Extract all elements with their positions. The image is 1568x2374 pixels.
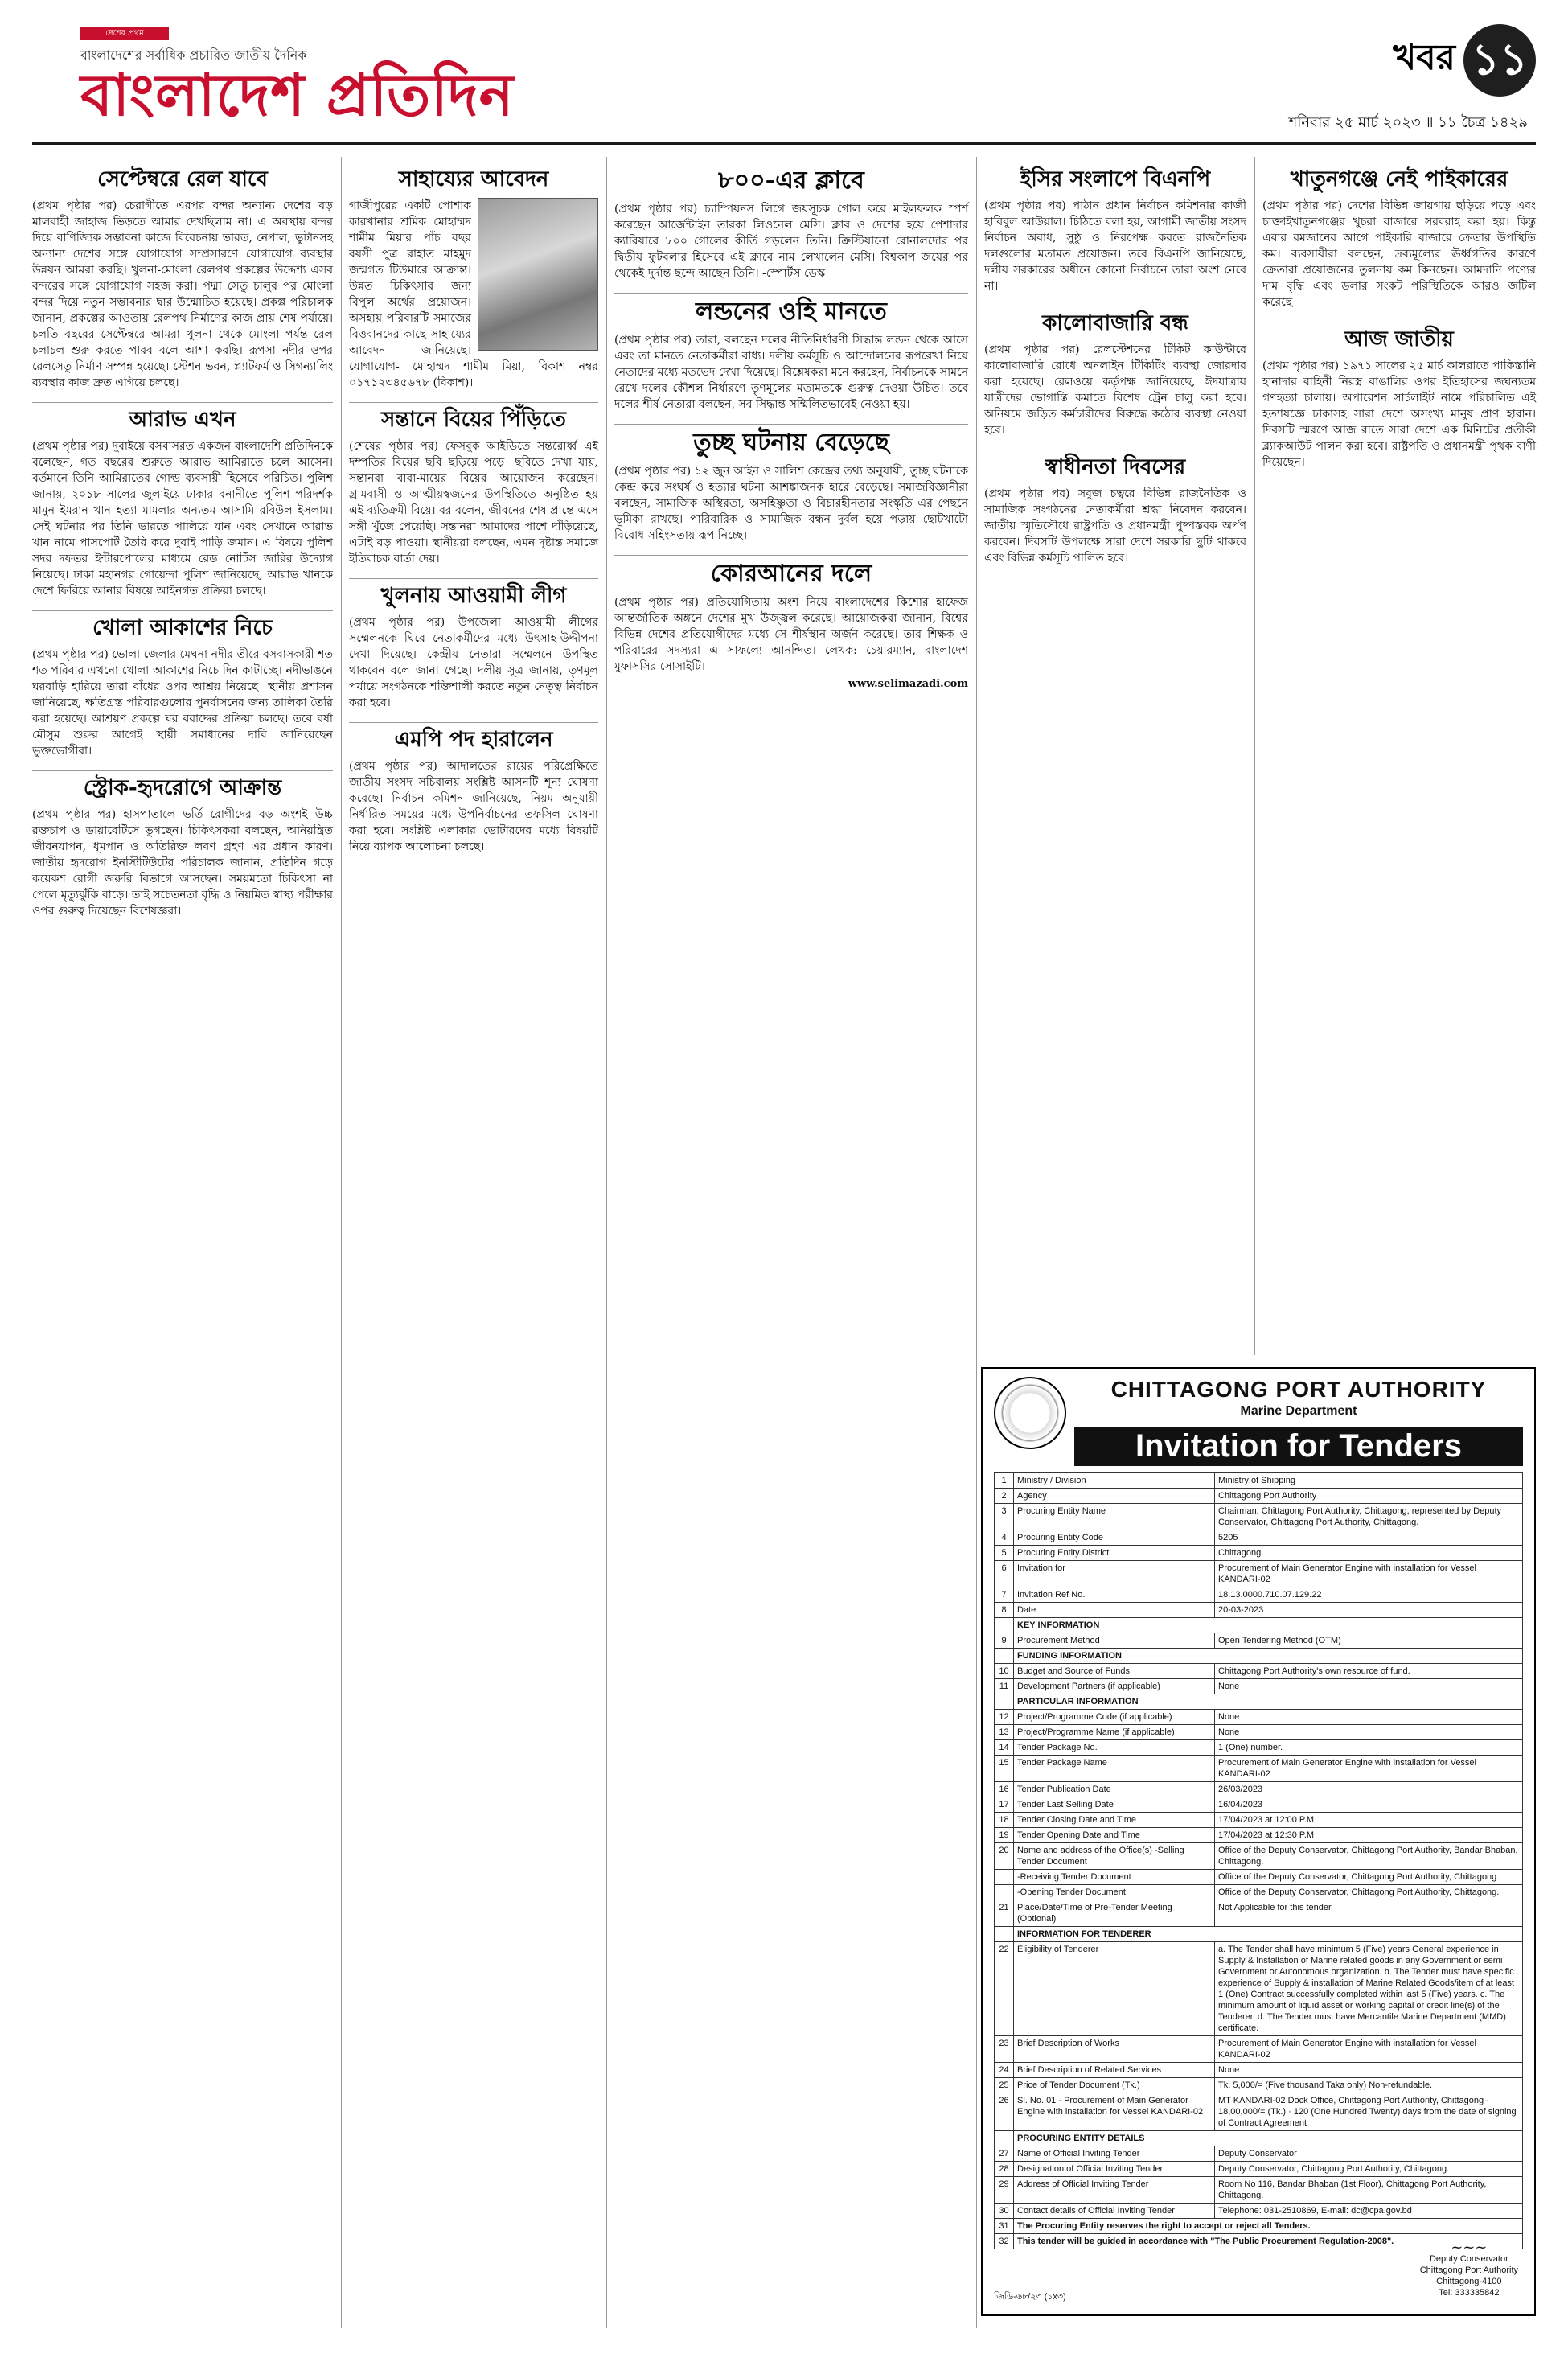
tender-advertisement xyxy=(981,1367,1536,2316)
story-body: (প্রথম পৃষ্ঠার পর) তারা, বলছেন দলের নীতিনির্ধারণী সিদ্ধান্ত লন্ডন থেকে আসে এবং তা মানতে নেতাকর্মীরা বাধ্য। দলীয় কর্মসূচি ও আন্দোলনের রূপরেখা নিয়ে নেতাদের মধ্যে মতভেদ দেখা দিয়েছে। বিশ্লেষকরা মনে করছেন, নির্বাচনকে সামনে রেখে দলের কৌশল নির্ধারণে তৃণমূলের মতামতকে গুরুত্ব দেওয়া উচিত। তবে দলের শীর্ষ নেতারা বলছেন, সব সিদ্ধান্ত সম্মিলিতভাবেই নেওয়া হয়। xyxy=(614,334,968,411)
tender-row-value: Chairman, Chittagong Port Authority, Chittagong, represented by Deputy Conservator, Chittagong Port Authority, Chittagong. xyxy=(1215,1504,1523,1530)
tender-row-label: Tender Package No. xyxy=(1014,1740,1215,1756)
tender-row-value: Procurement of Main Generator Engine with installation for Vessel KANDARI-02 xyxy=(1215,1561,1523,1587)
tender-row xyxy=(995,1649,1523,1664)
story-help-appeal xyxy=(349,162,598,391)
section-name: খবর xyxy=(1393,37,1455,78)
story-headline[interactable]: সন্তানে বিয়ের পিঁড়িতে xyxy=(349,402,598,433)
tender-row-number: 21 xyxy=(995,1900,1014,1927)
page-number: ১১ xyxy=(1463,24,1536,97)
tender-row xyxy=(995,1797,1523,1813)
story-genocide-day xyxy=(1262,322,1536,470)
tender-row-label: Tender Closing Date and Time xyxy=(1014,1813,1215,1828)
tender-row-value: Procurement of Main Generator Engine with installation for Vessel KANDARI-02 xyxy=(1215,2036,1523,2063)
tender-row-label: Ministry / Division xyxy=(1014,1473,1215,1489)
tender-row-number: 9 xyxy=(995,1633,1014,1649)
story-arav xyxy=(32,402,333,599)
tender-row-label: Development Partners (if applicable) xyxy=(1014,1679,1215,1694)
tender-row-label: Brief Description of Works xyxy=(1014,2036,1215,2063)
tender-row xyxy=(995,1885,1523,1900)
signature-icon: ~~~ xyxy=(1451,2239,1488,2256)
story-trivial-incidents xyxy=(614,424,968,544)
tender-row-number: 4 xyxy=(995,1530,1014,1546)
tender-signature-block xyxy=(1419,2239,1518,2298)
story-body: (প্রথম পৃষ্ঠার পর) রেলস্টেশনের টিকিট কাউন্টারে কালোবাজারি রোধে অনলাইন টিকিটিং ব্যবস্থা জোরদার করা হয়েছে। রেলওয়ে কর্তৃপক্ষ জানিয়েছে, ঈদযাত্রায় যাত্রীদের ভোগান্তি কমাতে বিশেষ ট্রেন চালু করা হবে। অনিয়মে জড়িত কর্মচারীদের বিরুদ্ধে কঠোর ব্যবস্থা নেওয়া হবে। xyxy=(984,343,1246,437)
tender-row-label: Place/Date/Time of Pre-Tender Meeting (Optional) xyxy=(1014,1900,1215,1927)
tender-row-value: Ministry of Shipping xyxy=(1215,1473,1523,1489)
masthead xyxy=(32,24,1536,145)
story-headline[interactable]: খোলা আকাশের নিচে xyxy=(32,610,333,642)
tender-row xyxy=(995,1618,1523,1633)
story-headline[interactable]: তুচ্ছ ঘটনায় বেড়েছে xyxy=(614,424,968,458)
tender-row-value: Chittagong Port Authority xyxy=(1215,1489,1523,1504)
tender-row xyxy=(995,1813,1523,1828)
cpa-seal-icon xyxy=(994,1377,1066,1449)
story-headline[interactable]: ৮০০-এর ক্লাবে xyxy=(614,162,968,196)
tender-row xyxy=(995,1530,1523,1546)
tender-row-value: Chittagong xyxy=(1215,1546,1523,1561)
column-divider xyxy=(341,157,342,2328)
tender-banner: Invitation for Tenders xyxy=(1074,1427,1523,1466)
tender-row-label: This tender will be guided in accordance with "The Public Procurement Regulation-2008". xyxy=(1014,2234,1523,2249)
tender-row-number: 6 xyxy=(995,1561,1014,1587)
tender-row xyxy=(995,1664,1523,1679)
logo-subtitle: বাংলাদেশের সর্বাধিক প্রচারিত জাতীয় দৈনিক xyxy=(80,47,307,63)
sign-city: Chittagong-4100 xyxy=(1436,2277,1502,2286)
story-independence-day xyxy=(984,450,1246,566)
tender-row-value: Chittagong Port Authority's own resource of fund. xyxy=(1215,1664,1523,1679)
tender-row xyxy=(995,1694,1523,1710)
tender-row-label: PARTICULAR INFORMATION xyxy=(1014,1694,1523,1710)
story-body: (প্রথম পৃষ্ঠার পর) পাঠান প্রধান নির্বাচন কমিশনার কাজী হাবিবুল আউয়াল। চিঠিতে বলা হয়, আগামী জাতীয় সংসদ নির্বাচন অবাধ, সুষ্ঠু ও নিরপেক্ষ করতে রাজনৈতিক দলগুলোর মতামত প্রয়োজন। তবে বিএনপি জানিয়েছে, দলীয় সরকারের অধীনে কোনো নির্বাচনে তারা অংশ নেবে না। xyxy=(984,199,1246,293)
tender-row xyxy=(995,2146,1523,2162)
story-body: (প্রথম পৃষ্ঠার পর) চ্যাম্পিয়নস লিগে জয়সূচক গোল করে মাইলফলক স্পর্শ করেছেন আর্জেন্টাইন তারকা লিওনেল মেসি। ক্লাব ও দেশের হয়ে পেশাদার ক্যারিয়ারে ৮০০ গোলের কীর্তি গড়লেন তিনি। ক্রিস্টিয়ানো রোনালদোর পর দ্বিতীয় ফুটবলার হিসেবে এই ক্লাবে নাম লেখালেন মেসি। বিশ্বকাপ জয়ের পর থেকেই দুর্দান্ত ছন্দে আছেন তিনি। -স্পোর্টস ডেস্ক xyxy=(614,203,968,280)
story-rail xyxy=(32,162,333,391)
column-divider xyxy=(606,157,607,2328)
tender-row-number: 17 xyxy=(995,1797,1014,1813)
ad-code: জিডি-৬৮/২৩ (১x৩) xyxy=(994,2292,1066,2302)
tender-row xyxy=(995,2131,1523,2146)
story-headline[interactable]: খুলনায় আওয়ামী লীগ xyxy=(349,578,598,610)
tender-row-number: 12 xyxy=(995,1710,1014,1725)
tender-row-number: 2 xyxy=(995,1489,1014,1504)
tender-row-number: 14 xyxy=(995,1740,1014,1756)
story-body: (শেষের পৃষ্ঠার পর) ফেসবুক আইডিতে সন্তরোর্ধ্ব এই দম্পতির বিয়ের ছবি ছড়িয়ে পড়ে। ছবিতে দেখা যায়, সন্তানরা বাবা-মায়ের বিয়ের আয়োজন করেছেন। গ্রামবাসী ও আত্মীয়স্বজনের উপস্থিতিতে অনুষ্ঠিত হয় এই ব্যতিক্রমী বিয়ে। বর বলেন, জীবনের শেষ প্রান্তে এসে সঙ্গী খুঁজে পেয়েছি। সন্তানরা আমাদের পাশে দাঁড়িয়েছে, এটাই বড় পাওয়া। স্থানীয়রা বলছেন, এমন দৃষ্টান্ত সমাজে ইতিবাচক বার্তা দেয়। xyxy=(349,440,598,565)
tender-row xyxy=(995,1843,1523,1870)
tender-row-number: 29 xyxy=(995,2177,1014,2204)
tender-row-value: 1 (One) number. xyxy=(1215,1740,1523,1756)
tender-row-number: 13 xyxy=(995,1725,1014,1740)
tender-row-label: Procuring Entity District xyxy=(1014,1546,1215,1561)
tender-row-value: Telephone: 031-2510869, E-mail: dc@cpa.gov.bd xyxy=(1215,2204,1523,2219)
tender-row xyxy=(995,1679,1523,1694)
tender-row-number: 10 xyxy=(995,1664,1014,1679)
tender-row-value: None xyxy=(1215,1710,1523,1725)
story-headline[interactable]: কোরআনের দলে xyxy=(614,555,968,589)
story-body: (প্রথম পৃষ্ঠার পর) উপজেলা আওয়ামী লীগের সম্মেলনকে ঘিরে নেতাকর্মীদের মধ্যে উৎসাহ-উদ্দীপনা দেখা দিয়েছে। কেন্দ্রীয় নেতারা সম্মেলনে উপস্থিত থাকবেন বলে জানা গেছে। দলীয় সূত্র জানায়, তৃণমূল পর্যায়ে সংগঠনকে শক্তিশালী করতে নতুন নেতৃত্ব নির্বাচন করা হবে। xyxy=(349,616,598,709)
tender-row-number: 32 xyxy=(995,2234,1014,2249)
tender-row-number: 25 xyxy=(995,2078,1014,2093)
tender-row-number: 20 xyxy=(995,1843,1014,1870)
tender-row xyxy=(995,2204,1523,2219)
tender-row-value: Deputy Conservator, Chittagong Port Authority, Chittagong. xyxy=(1215,2162,1523,2177)
story-headline[interactable]: ইসির সংলাপে বিএনপি xyxy=(984,162,1246,193)
section-header xyxy=(1367,24,1536,97)
tender-row xyxy=(995,1489,1523,1504)
tender-row-value: Room No 116, Bandar Bhaban (1st Floor), Chittagong Port Authority, Chittagong. xyxy=(1215,2177,1523,2204)
story-body: গাজীপুরের একটি পোশাক কারখানার শ্রমিক মোহাম্মদ শামীম মিয়ার পাঁচ বছর বয়সী পুত্র রাহাত মাহমুদ জন্মগত টিউমারে আক্রান্ত। উন্নত চিকিৎসার জন্য বিপুল অর্থের প্রয়োজন। অসহায় পরিবারটি সমাজের বিত্তবানদের কাছে সাহায্যের আবেদন জানিয়েছে। যোগাযোগ- মোহাম্মদ শামীম মিয়া, বিকাশ নম্বর ০১৭১২৩৪৫৬৭৮ (বিকাশ)। xyxy=(349,199,598,389)
story-headline[interactable]: স্বাধীনতা দিবসের xyxy=(984,450,1246,481)
tender-row-number: 28 xyxy=(995,2162,1014,2177)
tender-row-label: Procuring Entity Code xyxy=(1014,1530,1215,1546)
story-body: (প্রথম পৃষ্ঠার পর) আদালতের রায়ের পরিপ্রেক্ষিতে জাতীয় সংসদ সচিবালয় সংশ্লিষ্ট আসনটি শূন্য ঘোষণা করেছে। নির্বাচন কমিশন জানিয়েছে, নিয়ম অনুযায়ী নির্ধারিত সময়ের মধ্যে উপনির্বাচনের তফসিল ঘোষণা করা হবে। সংশ্লিষ্ট এলাকার ভোটারদের মধ্যে বিষয়টি নিয়ে ব্যাপক আলোচনা চলছে। xyxy=(349,760,598,853)
tender-row xyxy=(995,1587,1523,1603)
tender-row-number: 30 xyxy=(995,2204,1014,2219)
tender-row-value: Office of the Deputy Conservator, Chittagong Port Authority, Chittagong. xyxy=(1215,1885,1523,1900)
tender-row-number: 15 xyxy=(995,1756,1014,1782)
tender-row xyxy=(995,2063,1523,2078)
story-london xyxy=(614,293,968,413)
tender-row xyxy=(995,1828,1523,1843)
tender-row-label: Brief Description of Related Services xyxy=(1014,2063,1215,2078)
tender-row-label: Tender Last Selling Date xyxy=(1014,1797,1215,1813)
tender-row-number: 16 xyxy=(995,1782,1014,1797)
story-body: (প্রথম পৃষ্ঠার পর) হাসপাতালে ভর্তি রোগীদের বড় অংশই উচ্চ রক্তচাপ ও ডায়াবেটিসে ভুগছেন। চিকিৎসকরা বলছেন, অনিয়ন্ত্রিত জীবনযাপন, ধূমপান ও অতিরিক্ত লবণ গ্রহণ এর প্রধান কারণ। জাতীয় হৃদরোগ ইনস্টিটিউটের পরিচালক জানান, প্রতিদিন গড়ে কয়েকশ রোগী জরুরি বিভাগে আসছেন। সময়মতো চিকিৎসা না পেলে মৃত্যুঝুঁকি বাড়ে। তাই সচেতনতা বৃদ্ধি ও নিয়মিত স্বাস্থ্য পরীক্ষার ওপর গুরুত্ব দিয়েছেন বিশেষজ্ঞরা। xyxy=(32,808,333,918)
tender-row-label: Project/Programme Name (if applicable) xyxy=(1014,1725,1215,1740)
sign-title: Deputy Conservator xyxy=(1429,2254,1508,2264)
tender-row-label: KEY INFORMATION xyxy=(1014,1618,1523,1633)
tender-row xyxy=(995,2177,1523,2204)
tender-row xyxy=(995,2036,1523,2063)
tender-row-label: FUNDING INFORMATION xyxy=(1014,1649,1523,1664)
tender-row-number xyxy=(995,1649,1014,1664)
tender-row-label: PROCURING ENTITY DETAILS xyxy=(1014,2131,1523,2146)
tender-row-label: Budget and Source of Funds xyxy=(1014,1664,1215,1679)
tender-row xyxy=(995,1756,1523,1782)
column-1 xyxy=(32,157,333,930)
story-headline[interactable]: খাতুনগঞ্জে নেই পাইকারের xyxy=(1262,162,1536,193)
dateline: শনিবার ২৫ মার্চ ২০২৩ ॥ ১১ চৈত্র ১৪২৯ xyxy=(1288,114,1528,131)
tender-row-value: 26/03/2023 xyxy=(1215,1782,1523,1797)
tender-row-number: 19 xyxy=(995,1828,1014,1843)
tender-row-label: Price of Tender Document (Tk.) xyxy=(1014,2078,1215,2093)
tender-row xyxy=(995,1927,1523,1942)
story-body: (প্রথম পৃষ্ঠার পর) প্রতিযোগিতায় অংশ নিয়ে বাংলাদেশের কিশোর হাফেজ আন্তর্জাতিক অঙ্গনে দেশের মুখ উজ্জ্বল করেছে। আয়োজকরা জানান, বিশ্বের বিভিন্ন দেশের প্রতিযোগীদের মধ্যে সে শীর্ষস্থান অর্জন করেছে। তার শিক্ষক ও পরিবারের সদস্যরা এ সাফল্যে আনন্দিত। লেখক: চেয়ারম্যান, বাংলাদেশ মুফাসসির সোসাইটি। xyxy=(614,596,968,673)
tender-row-number: 31 xyxy=(995,2219,1014,2234)
tender-row xyxy=(995,1603,1523,1618)
story-quran xyxy=(614,555,968,692)
tender-row-label: Tender Opening Date and Time xyxy=(1014,1828,1215,1843)
tender-row xyxy=(995,1725,1523,1740)
story-stroke xyxy=(32,770,333,919)
story-body: (প্রথম পৃষ্ঠার পর) ১৯৭১ সালের ২৫ মার্চ কালরাতে পাকিস্তানি হানাদার বাহিনী নিরস্ত্র বাঙালির ওপর ইতিহাসের জঘন্যতম গণহত্যা চালায়। অপারেশন সার্চলাইট নামে পরিচালিত এই হত্যাযজ্ঞে ঢাকাসহ সারা দেশে অসংখ্য মানুষ প্রাণ হারান। দিবসটি স্মরণে আজ রাতে সারা দেশে এক মিনিটের প্রতীকী ব্ল্যাকআউট পালন করা হবে। রাষ্ট্রপতি ও প্রধানমন্ত্রী পৃথক বাণী দিয়েছেন। xyxy=(1262,359,1536,469)
tender-row-value: a. The Tender shall have minimum 5 (Five) years General experience in Supply & Installation of Marine related goods in any Government or semi Government or Autonomous organization. b. The Tender must have specific experience of Supply & installation of Marine Related Goods/item of at least 1 (One) Contract successfully completed within last 5 (Five) years. c. The minimum amount of liquid asset or working capital or credit line(s) of the Tenderer. d. The Tender must have Mercantile Marine Department (MMD) certificate. xyxy=(1215,1942,1523,2036)
tender-row-label: -Opening Tender Document xyxy=(1014,1885,1215,1900)
tender-row-label: Procuring Entity Name xyxy=(1014,1504,1215,1530)
tender-row xyxy=(995,1782,1523,1797)
tender-row-label: Eligibility of Tenderer xyxy=(1014,1942,1215,2036)
column-3 xyxy=(614,157,968,704)
tender-row xyxy=(995,1473,1523,1489)
tender-row-label: Project/Programme Code (if applicable) xyxy=(1014,1710,1215,1725)
tender-row-value: 5205 xyxy=(1215,1530,1523,1546)
tender-row-value: MT KANDARI-02 Dock Office, Chittagong Port Authority, Chittagong · 18,00,000/= (Tk.) · 120 (One Hundred Twenty) days from the date of signing of Contract Agreement xyxy=(1215,2093,1523,2131)
story-body: (প্রথম পৃষ্ঠার পর) সবুজ চত্বরে বিভিন্ন রাজনৈতিক ও সামাজিক সংগঠনের নেতাকর্মীরা শ্রদ্ধা নিবেদন করবেন। জাতীয় স্মৃতিসৌধে রাষ্ট্রপতি ও প্রধানমন্ত্রী পুষ্পস্তবক অর্পণ করবেন। দিবসটি উপলক্ষে সারা দেশে সরকারি ছুটি থাকবে এবং বিভিন্ন কর্মসূচি পালিত হবে। xyxy=(984,487,1246,565)
tender-row-value: Tk. 5,000/= (Five thousand Taka only) Non-refundable. xyxy=(1215,2078,1523,2093)
tender-row xyxy=(995,2219,1523,2234)
tender-row-number xyxy=(995,1694,1014,1710)
story-khulna-al xyxy=(349,578,598,711)
story-headline[interactable]: আরাভ এখন xyxy=(32,402,333,433)
tender-row-value: None xyxy=(1215,1725,1523,1740)
tender-row xyxy=(995,1504,1523,1530)
tender-row-number: 3 xyxy=(995,1504,1014,1530)
tender-row xyxy=(995,1870,1523,1885)
tender-row-number xyxy=(995,1870,1014,1885)
story-body: (প্রথম পৃষ্ঠার পর) ভোলা জেলার মেঘনা নদীর তীরে বসবাসকারী শত শত পরিবার এখনো খোলা আকাশের নিচে দিন কাটাচ্ছে। নদীভাঙনে ঘরবাড়ি হারিয়ে তারা বাঁধের ওপর আশ্রয় নিয়েছে। স্থানীয় প্রশাসন জানিয়েছে, ক্ষতিগ্রস্ত পরিবারগুলোর পুনর্বাসনের জন্য তালিকা তৈরি করা হয়েছে। আশ্রয়ণ প্রকল্পে ঘর বরাদ্দের প্রক্রিয়া চলছে। তবে বর্ষা মৌসুম শুরুর আগেই স্থায়ী সমাধানের দাবি জানিয়েছেন ভুক্তভোগীরা। xyxy=(32,648,333,758)
column-4 xyxy=(984,157,1246,577)
tender-row-value: 18.13.0000.710.07.129.22 xyxy=(1215,1587,1523,1603)
tender-row-label: Procurement Method xyxy=(1014,1633,1215,1649)
tender-row xyxy=(995,2093,1523,2131)
author-website[interactable]: www.selimazadi.com xyxy=(848,678,968,690)
column-divider xyxy=(976,157,977,2328)
tender-row-number xyxy=(995,1927,1014,1942)
column-divider xyxy=(1254,157,1255,1355)
tender-row-number: 23 xyxy=(995,2036,1014,2063)
tender-row-value: Procurement of Main Generator Engine with installation for Vessel KANDARI-02 xyxy=(1215,1756,1523,1782)
tender-row-label: INFORMATION FOR TENDERER xyxy=(1014,1927,1523,1942)
tender-row-number: 27 xyxy=(995,2146,1014,2162)
sign-tel: Tel: 333335842 xyxy=(1439,2288,1500,2298)
tender-row-value: Office of the Deputy Conservator, Chittagong Port Authority, Chittagong. xyxy=(1215,1870,1523,1885)
tender-table xyxy=(994,1472,1523,2249)
tender-row-value: 20-03-2023 xyxy=(1215,1603,1523,1618)
tender-row-number: 8 xyxy=(995,1603,1014,1618)
column-2 xyxy=(349,157,598,866)
tender-row-value: Not Applicable for this tender. xyxy=(1215,1900,1523,1927)
story-black-market xyxy=(984,306,1246,438)
tender-row xyxy=(995,1740,1523,1756)
story-headline[interactable]: লন্ডনের ওহি মানতে xyxy=(614,293,968,327)
sign-org: Chittagong Port Authority xyxy=(1419,2265,1518,2275)
tender-row-label: Sl. No. 01 · Procurement of Main Generator Engine with installation for Vessel KANDARI-02 xyxy=(1014,2093,1215,2131)
child-photo xyxy=(478,198,598,351)
story-ec-dialogue xyxy=(984,162,1246,294)
tender-row-number: 1 xyxy=(995,1473,1014,1489)
tender-row-value: 17/04/2023 at 12:00 P.M xyxy=(1215,1813,1523,1828)
story-body: (প্রথম পৃষ্ঠার পর) চেরাগীতে এরপর বন্দর অন্যান্য দেশের বড় মালবাহী জাহাজ ভিড়তে আমার দেখছিলাম না। এ অবস্থায় বন্দর দিয়ে বাণিজ্যিক সম্ভাবনা কাজে বিবেচনায় ভারত, নেপাল, ভুটানসহ অন্যান্য দেশের সঙ্গে যোগাযোগ সম্প্রসারণে যোগাযোগ ব্যবস্থার উন্নয়ন আমরা করছি। খুলনা-মোংলা রেলপথ প্রকল্পের উদ্দেশ্য এসব বন্দরের সঙ্গে যোগাযোগ সহজ করা। পদ্মা সেতু চালুর পর মোংলা বন্দর দিয়ে নতুন সম্ভাবনার দ্বার উন্মোচিত হয়েছে। প্রকল্প পরিচালক জানান, প্রকল্পের আওতায় রেলপথ নির্মাণের কাজ প্রায় শেষ পর্যায়ে। চলতি বছরের সেপ্টেম্বরে আমরা খুলনা থেকে মোংলা পর্যন্ত রেল চলাচল শুরু করতে পারব বলে আশা করছি। রূপসা নদীর ওপর রেলসেতু নির্মাণ সম্পন্ন হয়েছে। স্টেশন ভবন, প্ল্যাটফর্ম ও সিগন্যালিং ব্যবস্থার কাজ দ্রুত এগিয়ে চলছে। xyxy=(32,199,333,389)
column-5 xyxy=(1262,157,1536,482)
tender-row-value: Deputy Conservator xyxy=(1215,2146,1523,2162)
tender-row-number xyxy=(995,2131,1014,2146)
tender-dept: Marine Department xyxy=(1240,1404,1357,1418)
tender-row-label: The Procuring Entity reserves the right to accept or reject all Tenders. xyxy=(1014,2219,1523,2234)
tender-row-label: Name and address of the Office(s) -Selling Tender Document xyxy=(1014,1843,1215,1870)
story-headline[interactable]: সেপ্টেম্বরে রেল যাবে xyxy=(32,162,333,193)
tender-row-number: 11 xyxy=(995,1679,1014,1694)
story-800-club xyxy=(614,162,968,281)
story-headline[interactable]: স্ট্রোক-হৃদরোগে আক্রান্ত xyxy=(32,770,333,802)
tender-row-number xyxy=(995,1885,1014,1900)
tender-row-number: 22 xyxy=(995,1942,1014,2036)
tender-row-value: Office of the Deputy Conservator, Chittagong Port Authority, Bandar Bhaban, Chittagong. xyxy=(1215,1843,1523,1870)
story-headline[interactable]: এমপি পদ হারালেন xyxy=(349,722,598,754)
tender-row-label: -Receiving Tender Document xyxy=(1014,1870,1215,1885)
tender-row xyxy=(995,2078,1523,2093)
story-body: (প্রথম পৃষ্ঠার পর) দেশের বিভিন্ন জায়গায় ছড়িয়ে পড়ে এবং চাক্তাইখাতুনগঞ্জের খুচরা বাজারে সরবরাহ করা হয়। কিন্তু এবার রমজানের আগে পাইকারি বাজারে ক্রেতার উপস্থিতি কম। ব্যবসায়ীরা বলছেন, দ্রব্যমূল্যের ঊর্ধ্বগতির কারণে ক্রেতারা প্রয়োজনের তুলনায় কম কিনছেন। আমদানি পণ্যের দাম বৃদ্ধি এবং ডলার সংকট পরিস্থিতিকে আরও জটিল করেছে। xyxy=(1262,199,1536,309)
tender-row xyxy=(995,1710,1523,1725)
tender-row-number: 18 xyxy=(995,1813,1014,1828)
tender-row-value: 16/04/2023 xyxy=(1215,1797,1523,1813)
tender-row-number: 26 xyxy=(995,2093,1014,2131)
tender-row-number: 7 xyxy=(995,1587,1014,1603)
story-headline[interactable]: কালোবাজারি বন্ধ xyxy=(984,306,1246,337)
tender-row-number: 5 xyxy=(995,1546,1014,1561)
tender-row xyxy=(995,1633,1523,1649)
tender-row-number xyxy=(995,1618,1014,1633)
logo-tag: দেশের প্রথম xyxy=(80,27,169,40)
story-headline[interactable]: সাহায্যের আবেদন xyxy=(349,162,598,193)
tender-row-label: Tender Package Name xyxy=(1014,1756,1215,1782)
story-headline[interactable]: আজ জাতীয় xyxy=(1262,322,1536,353)
story-open-sky xyxy=(32,610,333,759)
story-body: (প্রথম পৃষ্ঠার পর) দুবাইয়ে বসবাসরত একজন বাংলাদেশি প্রতিদিনকে বলেছেন, গত বছরের শুরুতে আরাভ আমিরাতে চলে আসেন। বর্তমানে তিনি আমিরাতের গোল্ড ব্যবসায়ী হিসেবে পরিচিত। পুলিশ জানায়, ২০১৮ সালের জুলাইয়ে ঢাকার বনানীতে পুলিশ পরিদর্শক মামুন ইমরান খান হত্যা মামলার অন্যতম আসামি রবিউল ইসলাম। সেই ঘটনার পর তিনি ভারতে পালিয়ে যান এবং সেখানে আরাভ খান নামে পাসপোর্ট তৈরি করে দুবাই পাড়ি জমান। এ বিষয়ে পুলিশ সদর দফতর ইন্টারপোলের মাধ্যমে রেড নোটিস জারির উদ্যোগ নিয়েছে। ঢাকা মহানগর গোয়েন্দা পুলিশ জানিয়েছে, আরাভ খানকে দেশে ফিরিয়ে আনার বিষয়ে আইনগত প্রক্রিয়া চলছে। xyxy=(32,440,333,598)
tender-row xyxy=(995,2162,1523,2177)
tender-row-number: 24 xyxy=(995,2063,1014,2078)
story-khatunganj xyxy=(1262,162,1536,310)
tender-row-label: Designation of Official Inviting Tender xyxy=(1014,2162,1215,2177)
tender-row-label: Invitation for xyxy=(1014,1561,1215,1587)
tender-row-label: Invitation Ref No. xyxy=(1014,1587,1215,1603)
story-wedding xyxy=(349,402,598,567)
tender-row xyxy=(995,1900,1523,1927)
tender-row-label: Date xyxy=(1014,1603,1215,1618)
newspaper-logo: বাংলাদেশ প্রতিদিন xyxy=(80,60,515,129)
tender-row-label: Name of Official Inviting Tender xyxy=(1014,2146,1215,2162)
tender-row xyxy=(995,1561,1523,1587)
tender-row-label: Address of Official Inviting Tender xyxy=(1014,2177,1215,2204)
tender-row-value: None xyxy=(1215,1679,1523,1694)
tender-row-value: None xyxy=(1215,2063,1523,2078)
tender-row xyxy=(995,1546,1523,1561)
tender-row-label: Contact details of Official Inviting Tender xyxy=(1014,2204,1215,2219)
tender-row-label: Agency xyxy=(1014,1489,1215,1504)
story-mp-loses xyxy=(349,722,598,855)
tender-row-value: Open Tendering Method (OTM) xyxy=(1215,1633,1523,1649)
tender-row xyxy=(995,1942,1523,2036)
tender-org: CHITTAGONG PORT AUTHORITY xyxy=(1110,1377,1487,1402)
story-body: (প্রথম পৃষ্ঠার পর) ১২ জুন আইন ও সালিশ কেন্দ্রের তথ্য অনুযায়ী, তুচ্ছ ঘটনাকে কেন্দ্র করে সংঘর্ষ ও হত্যার ঘটনা আশঙ্কাজনক হারে বেড়েছে। সমাজবিজ্ঞানীরা বলছেন, সামাজিক অস্থিরতা, অসহিষ্ণুতা ও বিচারহীনতার সংস্কৃতি এর পেছনে ভূমিকা রাখছে। পারিবারিক ও সামাজিক বন্ধন দুর্বল হয়ে পড়ায় ছোটখাটো বিরোধ সহিংসতায় রূপ নিচ্ছে। xyxy=(614,465,968,542)
tender-row-label: Tender Publication Date xyxy=(1014,1782,1215,1797)
tender-row-value: 17/04/2023 at 12:30 P.M xyxy=(1215,1828,1523,1843)
